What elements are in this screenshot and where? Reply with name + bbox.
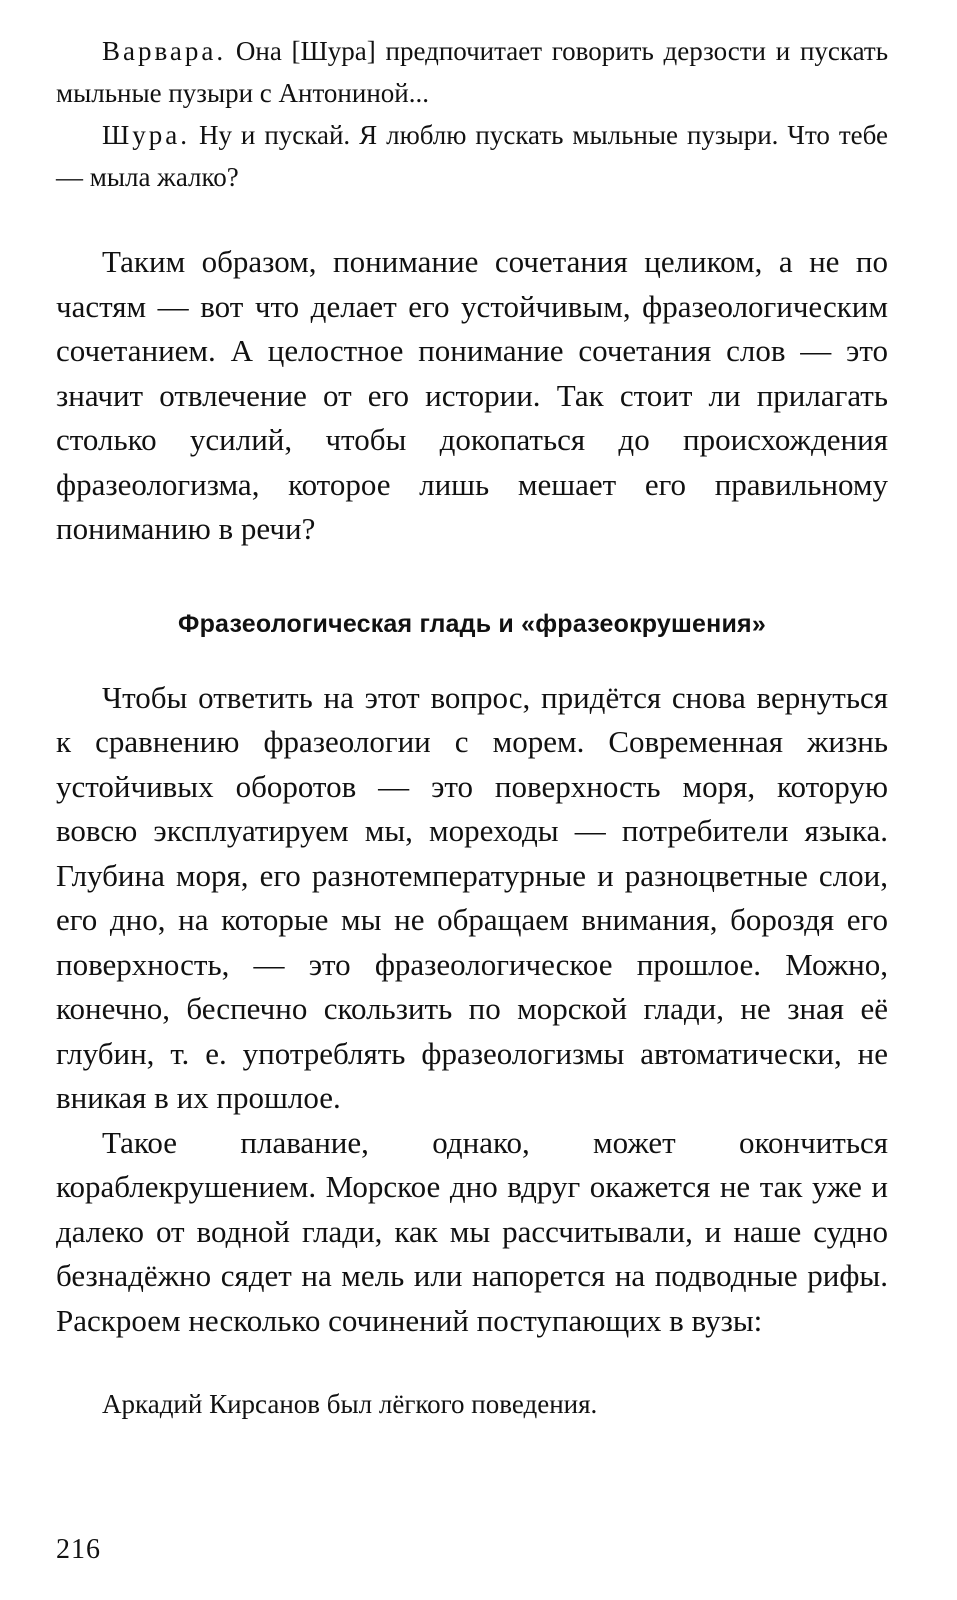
body-paragraph-sea: Чтобы ответить на этот вопрос, придётся снова вернуться к сравнению фразеологии с морем. Современная жизнь устойчивых оборотов — это поверхность моря, которую вовсю эксплуатируем мы, мореходы — потребители языка. Глубина моря, его разнотемпературные и разноцветные слои, его дно, на которые мы не обращаем внимания, бороздя его поверхность, — это фразеологическое прошлое. Можно, конечно, беспечно скользить по морской глади, не зная её глубин, т. е. употреблять фразеологизмы автоматически, не вникая в их прошлое. (56, 679, 888, 1115)
dialogue-line-varvara (56, 30, 888, 114)
intro-paragraph: Таким образом, понимание сочетания целиком, а не по частям — вот что делает его устойчивым, фразеологическим сочетанием. А целостное понимание сочетания слов — это значит отвлечение от его истории. Так стоит ли прилагать столько усилий, чтобы докопаться до происхождения фразеологизма, которое лишь мешает его правильному пониманию в речи? (56, 244, 888, 546)
spacer (56, 552, 888, 604)
dialogue-text: Ну и пускай. Я люблю пускать мыльные пузыри. Что тебе — мыла жалко? (56, 120, 889, 192)
body-paragraph-shipwreck: Такое плавание, однако, может окончиться кораблекрушением. Морское дно вдруг окажется не так уже и далеко от водной глади, как мы рассчитывали, и наше судно безнадёжно сядет на мель или напорется на подводные рифы. Раскроем несколько сочинений поступающих в вузы: (56, 1124, 888, 1338)
book-page (56, 30, 888, 1425)
section-heading: Фразеологическая гладь и «фразеокрушения» (178, 609, 766, 638)
speaker-name: Варвара. (102, 36, 227, 66)
page-number: 216 (56, 1534, 101, 1565)
dialogue-line-shura (56, 114, 888, 198)
spacer (56, 1343, 888, 1383)
speaker-name: Шура. (102, 120, 190, 150)
spacer (56, 198, 888, 240)
spacer (56, 644, 888, 676)
example-quote: Аркадий Кирсанов был лёгкого поведения. (102, 1389, 598, 1419)
dialogue-text: Она [Шура] предпочитает говорить дерзости и пускать мыльные пузыри с Антониной... (56, 36, 889, 108)
